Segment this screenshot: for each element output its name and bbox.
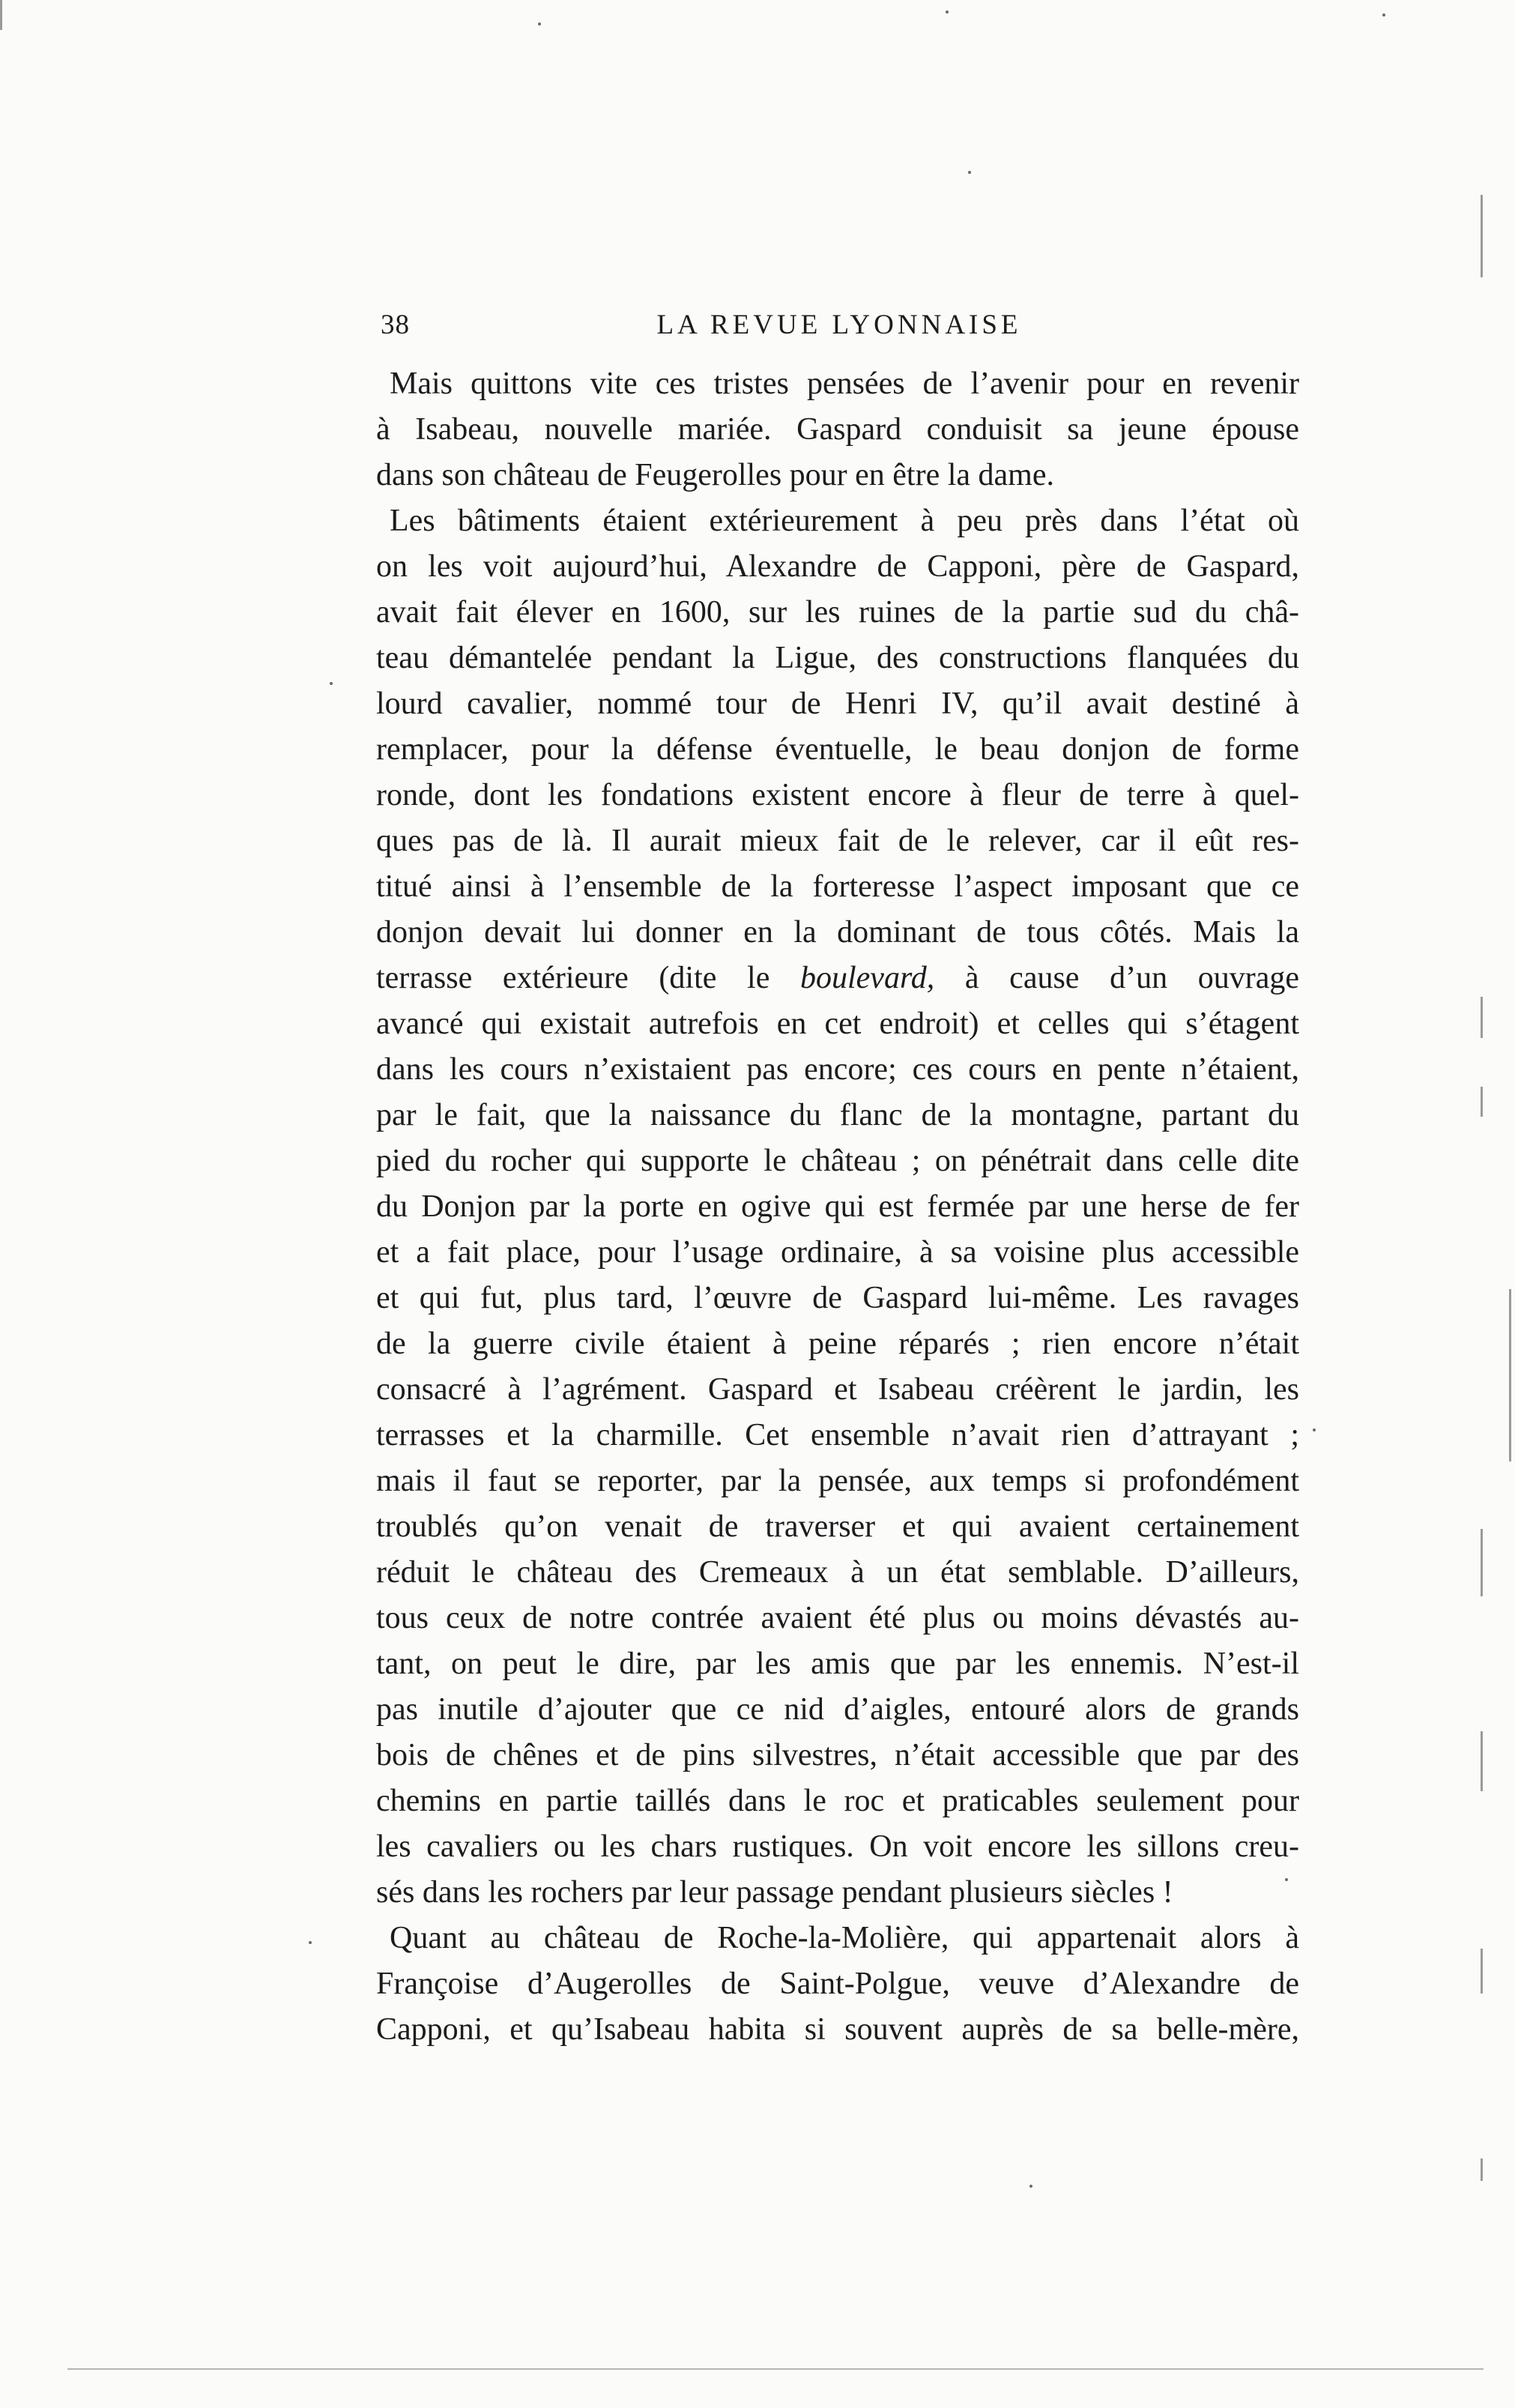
text-line: de la guerre civile étaient à peine réparés ; rien encore n’était: [376, 1327, 1299, 1361]
running-title: LA REVUE LYONNAISE: [656, 310, 1022, 340]
text-line: avancé qui existait autrefois en cet endroit) et celles qui s’étagent: [376, 1007, 1299, 1041]
text-line: remplacer, pour la défense éventuelle, le beau donjon de forme: [376, 732, 1299, 767]
text-line: du Donjon par la porte en ogive qui est fermée par une herse de fer: [376, 1189, 1299, 1224]
text-line: bois de chênes et de pins silvestres, n’était accessible que par des: [376, 1738, 1299, 1772]
page-number: 38: [381, 310, 410, 340]
scan-edge-line: [1481, 1087, 1483, 1117]
text-line: et qui fut, plus tard, l’œuvre de Gaspard lui-même. Les ravages: [376, 1281, 1299, 1315]
text-line: à Isabeau, nouvelle mariée. Gaspard conduisit sa jeune épouse: [376, 412, 1299, 447]
text-line: par le fait, que la naissance du flanc de la montagne, partant du: [376, 1098, 1299, 1132]
text-line: ques pas de là. Il aurait mieux fait de le relever, car il eût res-: [376, 824, 1299, 858]
text-line: Françoise d’Augerolles de Saint-Polgue, veuve d’Alexandre de: [376, 1967, 1299, 2001]
scan-edge-line: [1481, 2158, 1483, 2181]
scan-speck: [309, 1941, 312, 1944]
page-header: [381, 309, 1298, 354]
scan-edge-line: [1481, 1949, 1483, 1994]
text-line: lourd cavalier, nommé tour de Henri IV, qu’il avait destiné à: [376, 687, 1299, 721]
text-line: Mais quittons vite ces tristes pensées de l’avenir pour en revenir: [390, 366, 1299, 401]
text-line-mixed: [376, 956, 1299, 1001]
scan-speck: [968, 171, 971, 174]
text-line: terrasses et la charmille. Cet ensemble n’avait rien d’attrayant ;: [376, 1418, 1299, 1452]
scan-edge-line: [1509, 1289, 1511, 1461]
text-line: donjon devait lui donner en la dominant de tous côtés. Mais la: [376, 915, 1299, 950]
text-segment: à cause d’un ouvrage: [934, 961, 1299, 995]
text-line: teau démantelée pendant la Ligue, des constructions flanquées du: [376, 641, 1299, 675]
scan-edge-line: [0, 0, 2, 30]
scan-speck: [538, 22, 541, 25]
scan-speck: [330, 682, 333, 685]
text-line: tous ceux de notre contrée avaient été plus ou moins dévastés au-: [376, 1601, 1299, 1635]
text-line: dans son château de Feugerolles pour en être la dame.: [376, 458, 1054, 492]
scan-speck: [1029, 2185, 1032, 2188]
text-line: et a fait place, pour l’usage ordinaire, à sa voisine plus accessible: [376, 1235, 1299, 1270]
text-line: tant, on peut le dire, par les amis que par les ennemis. N’est-il: [376, 1647, 1299, 1681]
text-line: ronde, dont les fondations existent encore à fleur de terre à quel-: [376, 778, 1299, 812]
body-text: [376, 361, 1299, 2053]
scan-speck: [1313, 1428, 1316, 1431]
text-line: Quant au château de Roche-la-Molière, qui appartenait alors à: [390, 1921, 1299, 1955]
scan-edge-line: [1481, 1731, 1483, 1791]
scan-edge-line: [1481, 1529, 1483, 1596]
text-line: troublés qu’on venait de traverser et qui avaient certainement: [376, 1509, 1299, 1544]
scan-speck: [946, 10, 949, 13]
text-line: les cavaliers ou les chars rustiques. On voit encore les sillons creu-: [376, 1829, 1299, 1864]
text-line: consacré à l’agrément. Gaspard et Isabeau créèrent le jardin, les: [376, 1372, 1299, 1407]
italic-term: boulevard,: [800, 961, 935, 995]
text-line: mais il faut se reporter, par la pensée, aux temps si profondément: [376, 1464, 1299, 1498]
text-line: sés dans les rochers par leur passage pendant plusieurs siècles !: [376, 1875, 1173, 1910]
text-line: réduit le château des Cremeaux à un état semblable. D’ailleurs,: [376, 1555, 1299, 1590]
text-line: on les voit aujourd’hui, Alexandre de Capponi, père de Gaspard,: [376, 549, 1299, 584]
scan-speck: [1382, 13, 1385, 16]
text-line: pas inutile d’ajouter que ce nid d’aigles, entouré alors de grands: [376, 1692, 1299, 1727]
scan-bottom-line: [67, 2368, 1484, 2370]
text-segment: terrasse extérieure (dite le: [376, 961, 800, 995]
text-line: Les bâtiments étaient extérieurement à peu près dans l’état où: [390, 504, 1299, 538]
text-line: chemins en partie taillés dans le roc et praticables seulement pour: [376, 1784, 1299, 1818]
text-line: dans les cours n’existaient pas encore; ces cours en pente n’étaient,: [376, 1052, 1299, 1087]
text-line: avait fait élever en 1600, sur les ruines de la partie sud du châ-: [376, 595, 1299, 630]
text-line: Capponi, et qu’Isabeau habita si souvent auprès de sa belle-mère,: [376, 2012, 1299, 2047]
text-line: pied du rocher qui supporte le château ; on pénétrait dans celle dite: [376, 1144, 1299, 1178]
scan-edge-line: [1481, 195, 1483, 277]
text-line: titué ainsi à l’ensemble de la forteresse l’aspect imposant que ce: [376, 869, 1299, 904]
scan-edge-line: [1481, 997, 1483, 1038]
